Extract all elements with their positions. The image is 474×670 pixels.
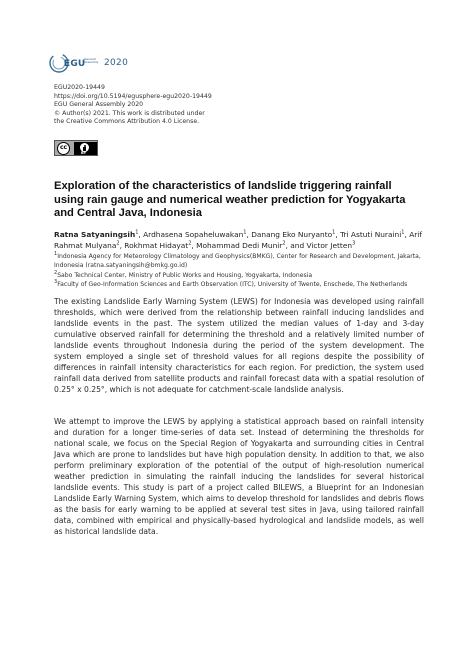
abstract-metadata [54,84,212,127]
license-line: the Creative Commons Attribution 4.0 License. [54,118,200,126]
affiliation-list [54,252,424,289]
affiliation-text: Sabo Technical Center, Ministry of Public Works and Housing, Yogyakarta, Indonesia [57,271,313,279]
author-entry [124,241,196,250]
affiliation-number: 1 [54,250,58,257]
author-list [54,229,424,251]
author-separator: , [335,230,341,239]
affiliation-text: Faculty of Geo-Information Sciences and Earth Observation (ITC), University of Twente, Enschede, The Netherlands [57,280,408,288]
affiliation-item [54,252,424,271]
abstract-paragraph-2: We attempt to improve the LEWS by applying a statistical approach based on rainfall intensity and duration for a longer time-series of data set. Instead of determining the thresholds for national scale, we focus on the Special Region of Yogyakarta and surrounding cities in Central Java which are prone to landslides but have high population density. In addition to that, we also perform preliminary exploration of the potential of the output of high-resolution numerical weather prediction in simulating the rainfall inducing the landslides for several historical landslide events. This study is part of a project called BILEWS, a Blueprint for an Indonesian Landslide Early Warning System, which aims to develop threshold for landslides and debris flows as the basis for early warning to be applied at several test sites in Java, using tailored rainfall data, combined with empirical and physically-based hydrological and landslide models, as well as historical landslide data. [54,417,424,536]
author-separator: , [404,230,410,239]
author-affiliation-number: 2 [188,240,192,247]
logo-year: 2020 [104,58,129,68]
author-affiliation-number: 1 [135,229,139,236]
author-entry [143,230,251,239]
author-name: Mohammad Dedi Munir [196,241,283,250]
author-entry [54,230,143,239]
author-separator: , [246,230,252,239]
author-name: Ratna Satyaningsih [54,230,136,239]
affiliation-number: 2 [54,269,58,276]
egu-logo [47,51,137,77]
affiliation-text: Indonesia Agency for Meteorology Climatology and Geophysics(BMKG), Center for Research and Development, Jakarta, Indonesia (ratna.satyaningsih@bmkg.go.id) [54,253,421,270]
attribution-by-text: BY [81,151,87,155]
author-name: Ardhasena Sopaheluwakan [143,230,244,239]
paper-title: Exploration of the characteristics of landslide triggering rainfall using rain gauge and numerical weather prediction for Yogyakarta and Central Java, Indonesia [54,180,406,220]
author-name: Danang Eko Nuryanto [251,230,333,239]
copyright-line: © Author(s) 2021. This work is distributed under [54,109,205,117]
author-entry [251,230,340,239]
author-name: Rokhmat Hidayat [124,241,189,250]
author-name: Arif Rahmat Mulyana [54,230,422,250]
logo-egu-text: EGU [64,59,86,69]
logo-subtitle: General Assembly [84,57,99,65]
abstract-paragraph-1: The existing Landslide Early Warning System (LEWS) for Indonesia was developed using rainfall thresholds, which were derived from the relationship between rainfall inducing landslides and landslide events in the past. The system utilized the median values of 1-day and 3-day cumulative observed rainfall for determining the threshold and a relatively limited number of landslide events throughout Indonesia during the period of the system development. The system employed a single set of threshold values for all regions despite the possibility of differences in rainfall intensity characteristics for each region. For prediction, the system used rainfall data derived from satellite products and rainfall forecast data with a spatial resolution of 0.25° x 0.25°, which is not adequate for catchment-scale landslide analysis. [54,297,424,394]
author-affiliation-number: 2 [116,240,120,247]
abstract-id: EGU2020-19449 [54,84,105,91]
author-name: Victor Jetten [306,241,353,250]
author-separator: , [138,230,144,239]
author-affiliation-number: 1 [332,229,336,236]
author-name: Tri Astuti Nuraini [340,230,402,239]
author-affiliation-number: 2 [282,240,286,247]
assembly-name: EGU General Assembly 2020 [54,101,144,109]
author-affiliation-number: 3 [352,240,356,247]
author-separator: , [191,241,197,250]
author-entry [196,241,306,250]
attribution-panel [74,142,97,155]
affiliation-item [54,280,424,289]
affiliation-number: 3 [54,278,58,285]
author-affiliation-number: 1 [401,229,405,236]
author-affiliation-number: 1 [243,229,247,236]
author-entry [306,241,355,250]
author-separator: , and [285,241,307,250]
author-entry [340,230,409,239]
cc-by-license-badge[interactable] [54,140,98,156]
creative-commons-icon: cc [57,142,70,155]
affiliation-item [54,271,424,280]
author-separator: , [119,241,125,250]
doi-link[interactable]: https://doi.org/10.5194/egusphere-egu2020-19449 [54,92,212,100]
